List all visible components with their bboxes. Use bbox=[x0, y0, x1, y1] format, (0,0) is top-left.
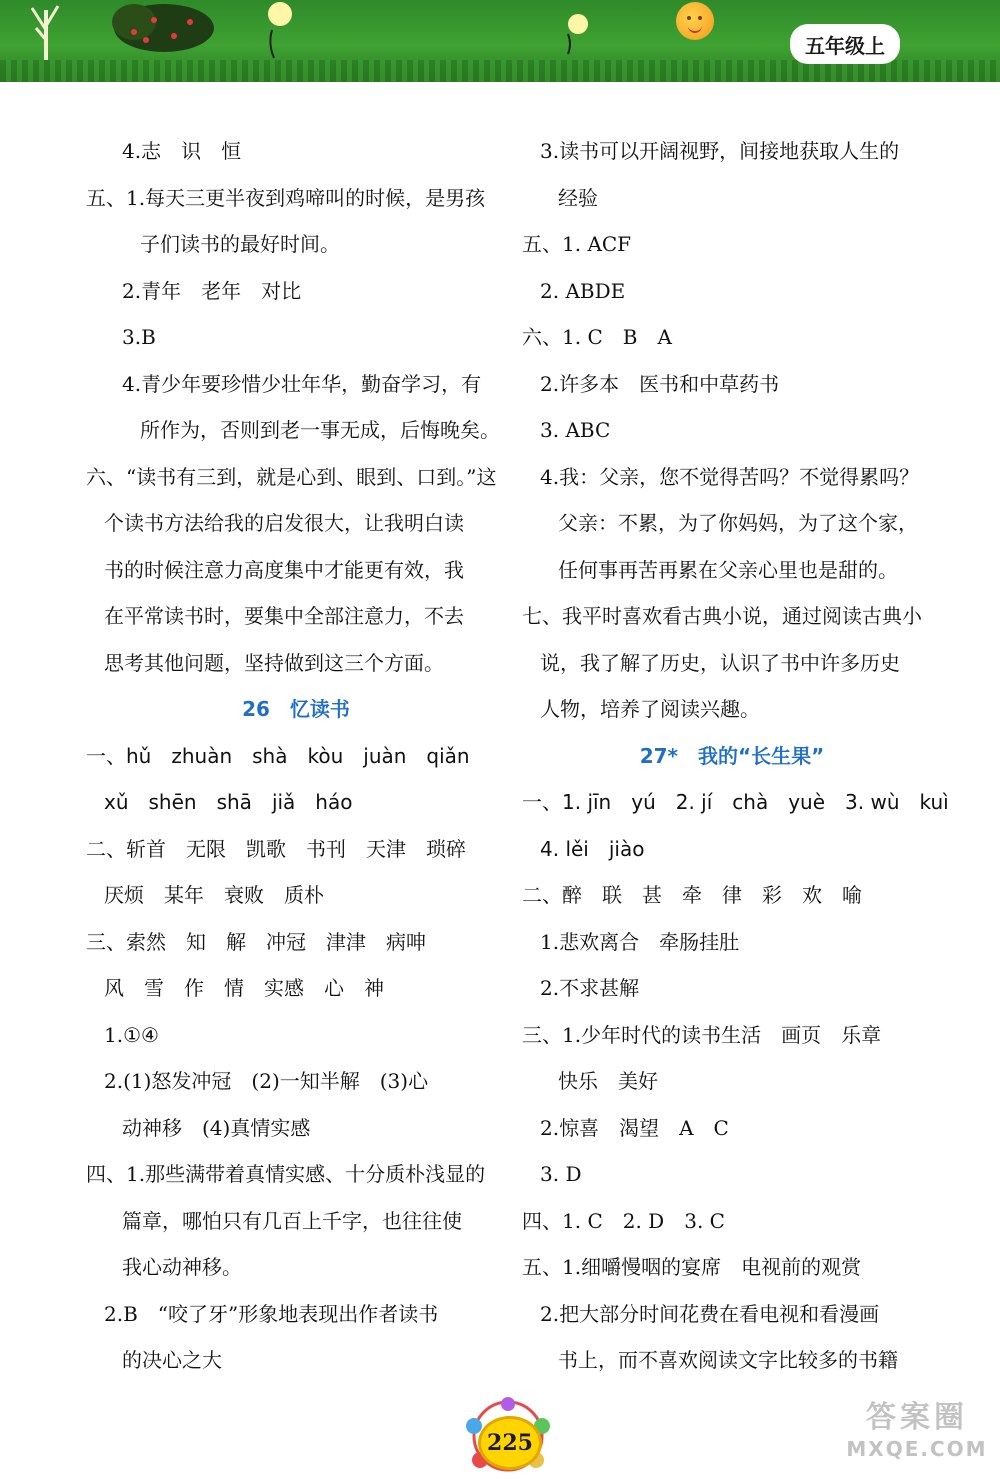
answer-line: 五、1. ACF bbox=[522, 232, 632, 256]
answer-line: 篇章，哪怕只有几百上千字，也往往使 bbox=[122, 1208, 462, 1233]
answer-line: 五、1.细嚼慢咽的宴席 电视前的观赏 bbox=[522, 1255, 862, 1279]
watermark bbox=[842, 1400, 992, 1470]
trees-decoration-icon bbox=[14, 0, 214, 70]
answer-line: 厌烦 某年 衰败 质朴 bbox=[104, 883, 324, 907]
answer-line: 我心动神移。 bbox=[122, 1255, 242, 1279]
answer-line: 六、“读书有三到，就是心到、眼到、口到。”这 bbox=[86, 464, 497, 489]
answer-line: 2.许多本 医书和中草药书 bbox=[540, 371, 780, 396]
answer-line: xǔ shēn shā jiǎ háo bbox=[104, 790, 353, 814]
answer-line: 3. D bbox=[540, 1162, 582, 1186]
answer-line: 2.青年 老年 对比 bbox=[122, 278, 302, 303]
answer-line: 二、斩首 无限 凯歌 书刊 天津 琐碎 bbox=[86, 836, 466, 861]
answer-line: 快乐 美好 bbox=[558, 1069, 658, 1093]
answer-line: 父亲：不累，为了你妈妈，为了这个家， bbox=[558, 511, 918, 535]
watermark-bottom: MXQE.COM bbox=[846, 1437, 988, 1461]
right-answer-column bbox=[522, 128, 949, 1384]
answer-line: 一、hǔ zhuàn shà kòu juàn qiǎn bbox=[86, 743, 470, 768]
answer-line: 3.读书可以开阔视野，间接地获取人生的 bbox=[540, 139, 900, 163]
answer-line: 1.①④ bbox=[104, 1022, 159, 1047]
answer-line: 2. ABDE bbox=[540, 278, 626, 303]
answer-line: 4. lěi jiào bbox=[540, 836, 645, 861]
bubbles-decoration-icon bbox=[250, 0, 590, 70]
section-title: 27* 我的“长生果” bbox=[639, 743, 825, 768]
answer-line: 四、1. C 2. D 3. C bbox=[522, 1208, 725, 1233]
header-banner bbox=[0, 0, 1000, 82]
answer-line: 所作为，否则到老一事无成，后悔晚矣。 bbox=[140, 418, 500, 442]
answer-line: 3.B bbox=[122, 325, 156, 349]
answer-line: 2.不求甚解 bbox=[540, 976, 640, 1000]
answer-line: 子们读书的最好时间。 bbox=[140, 232, 340, 256]
answer-line: 动神移 (4)真情实感 bbox=[122, 1115, 311, 1140]
answer-line: 说，我了解了历史，认识了书中许多历史 bbox=[540, 650, 900, 675]
answer-line: 三、索然 知 解 冲冠 津津 病呻 bbox=[86, 929, 426, 954]
answer-line: 书的时候注意力高度集中才能更有效，我 bbox=[104, 557, 464, 582]
answer-line: 在平常读书时，要集中全部注意力，不去 bbox=[104, 604, 464, 628]
grade-label: 五年级上 bbox=[790, 24, 900, 64]
answer-line: 3. ABC bbox=[540, 418, 611, 442]
answer-line: 4.我：父亲，您不觉得苦吗？不觉得累吗？ bbox=[540, 464, 920, 489]
answer-line: 的决心之大 bbox=[122, 1348, 222, 1372]
answer-line: 六、1. C B A bbox=[522, 325, 672, 349]
answer-line: 2.B “咬了牙”形象地表现出作者读书 bbox=[104, 1301, 439, 1326]
answer-line: 三、1.少年时代的读书生活 画页 乐章 bbox=[522, 1022, 882, 1047]
page-number: 225 bbox=[478, 1416, 542, 1470]
answer-line: 经验 bbox=[558, 185, 598, 210]
left-answer-column bbox=[86, 128, 506, 1384]
answer-line: 风 雪 作 情 实感 心 神 bbox=[104, 976, 384, 1000]
answer-line: 一、1. jīn yú 2. jí chà yuè 3. wù kuì bbox=[522, 790, 949, 814]
answer-line: 1.悲欢离合 牵肠挂肚 bbox=[540, 929, 740, 954]
section-title: 26 忆读书 bbox=[242, 697, 350, 721]
answer-line: 2.惊喜 渴望 A C bbox=[540, 1115, 729, 1140]
answer-line: 人物，培养了阅读兴趣。 bbox=[540, 697, 760, 721]
answer-line: 七、我平时喜欢看古典小说，通过阅读古典小 bbox=[522, 604, 922, 628]
answer-line: 4.青少年要珍惜少壮年华，勤奋学习，有 bbox=[122, 371, 482, 396]
answer-line: 4.志 识 恒 bbox=[122, 139, 242, 163]
answer-line: 四、1.那些满带着真情实感、十分质朴浅显的 bbox=[86, 1162, 486, 1186]
answer-line: 2.(1)怒发冲冠 (2)一知半解 (3)心 bbox=[104, 1069, 429, 1093]
answer-line: 个读书方法给我的启发很大，让我明白读 bbox=[104, 511, 464, 535]
answer-line: 2.把大部分时间花费在看电视和看漫画 bbox=[540, 1301, 880, 1326]
watermark-top: 答案圈 bbox=[866, 1400, 968, 1435]
answer-line: 思考其他问题，坚持做到这三个方面。 bbox=[104, 650, 444, 675]
sun-face-icon bbox=[676, 2, 714, 40]
answer-line: 二、醉 联 甚 牵 律 彩 欢 喻 bbox=[522, 883, 862, 907]
answer-line: 任何事再苦再累在父亲心里也是甜的。 bbox=[558, 557, 898, 582]
answer-line: 五、1.每天三更半夜到鸡啼叫的时候，是男孩 bbox=[86, 185, 486, 210]
answer-line: 书上，而不喜欢阅读文字比较多的书籍 bbox=[558, 1348, 898, 1372]
